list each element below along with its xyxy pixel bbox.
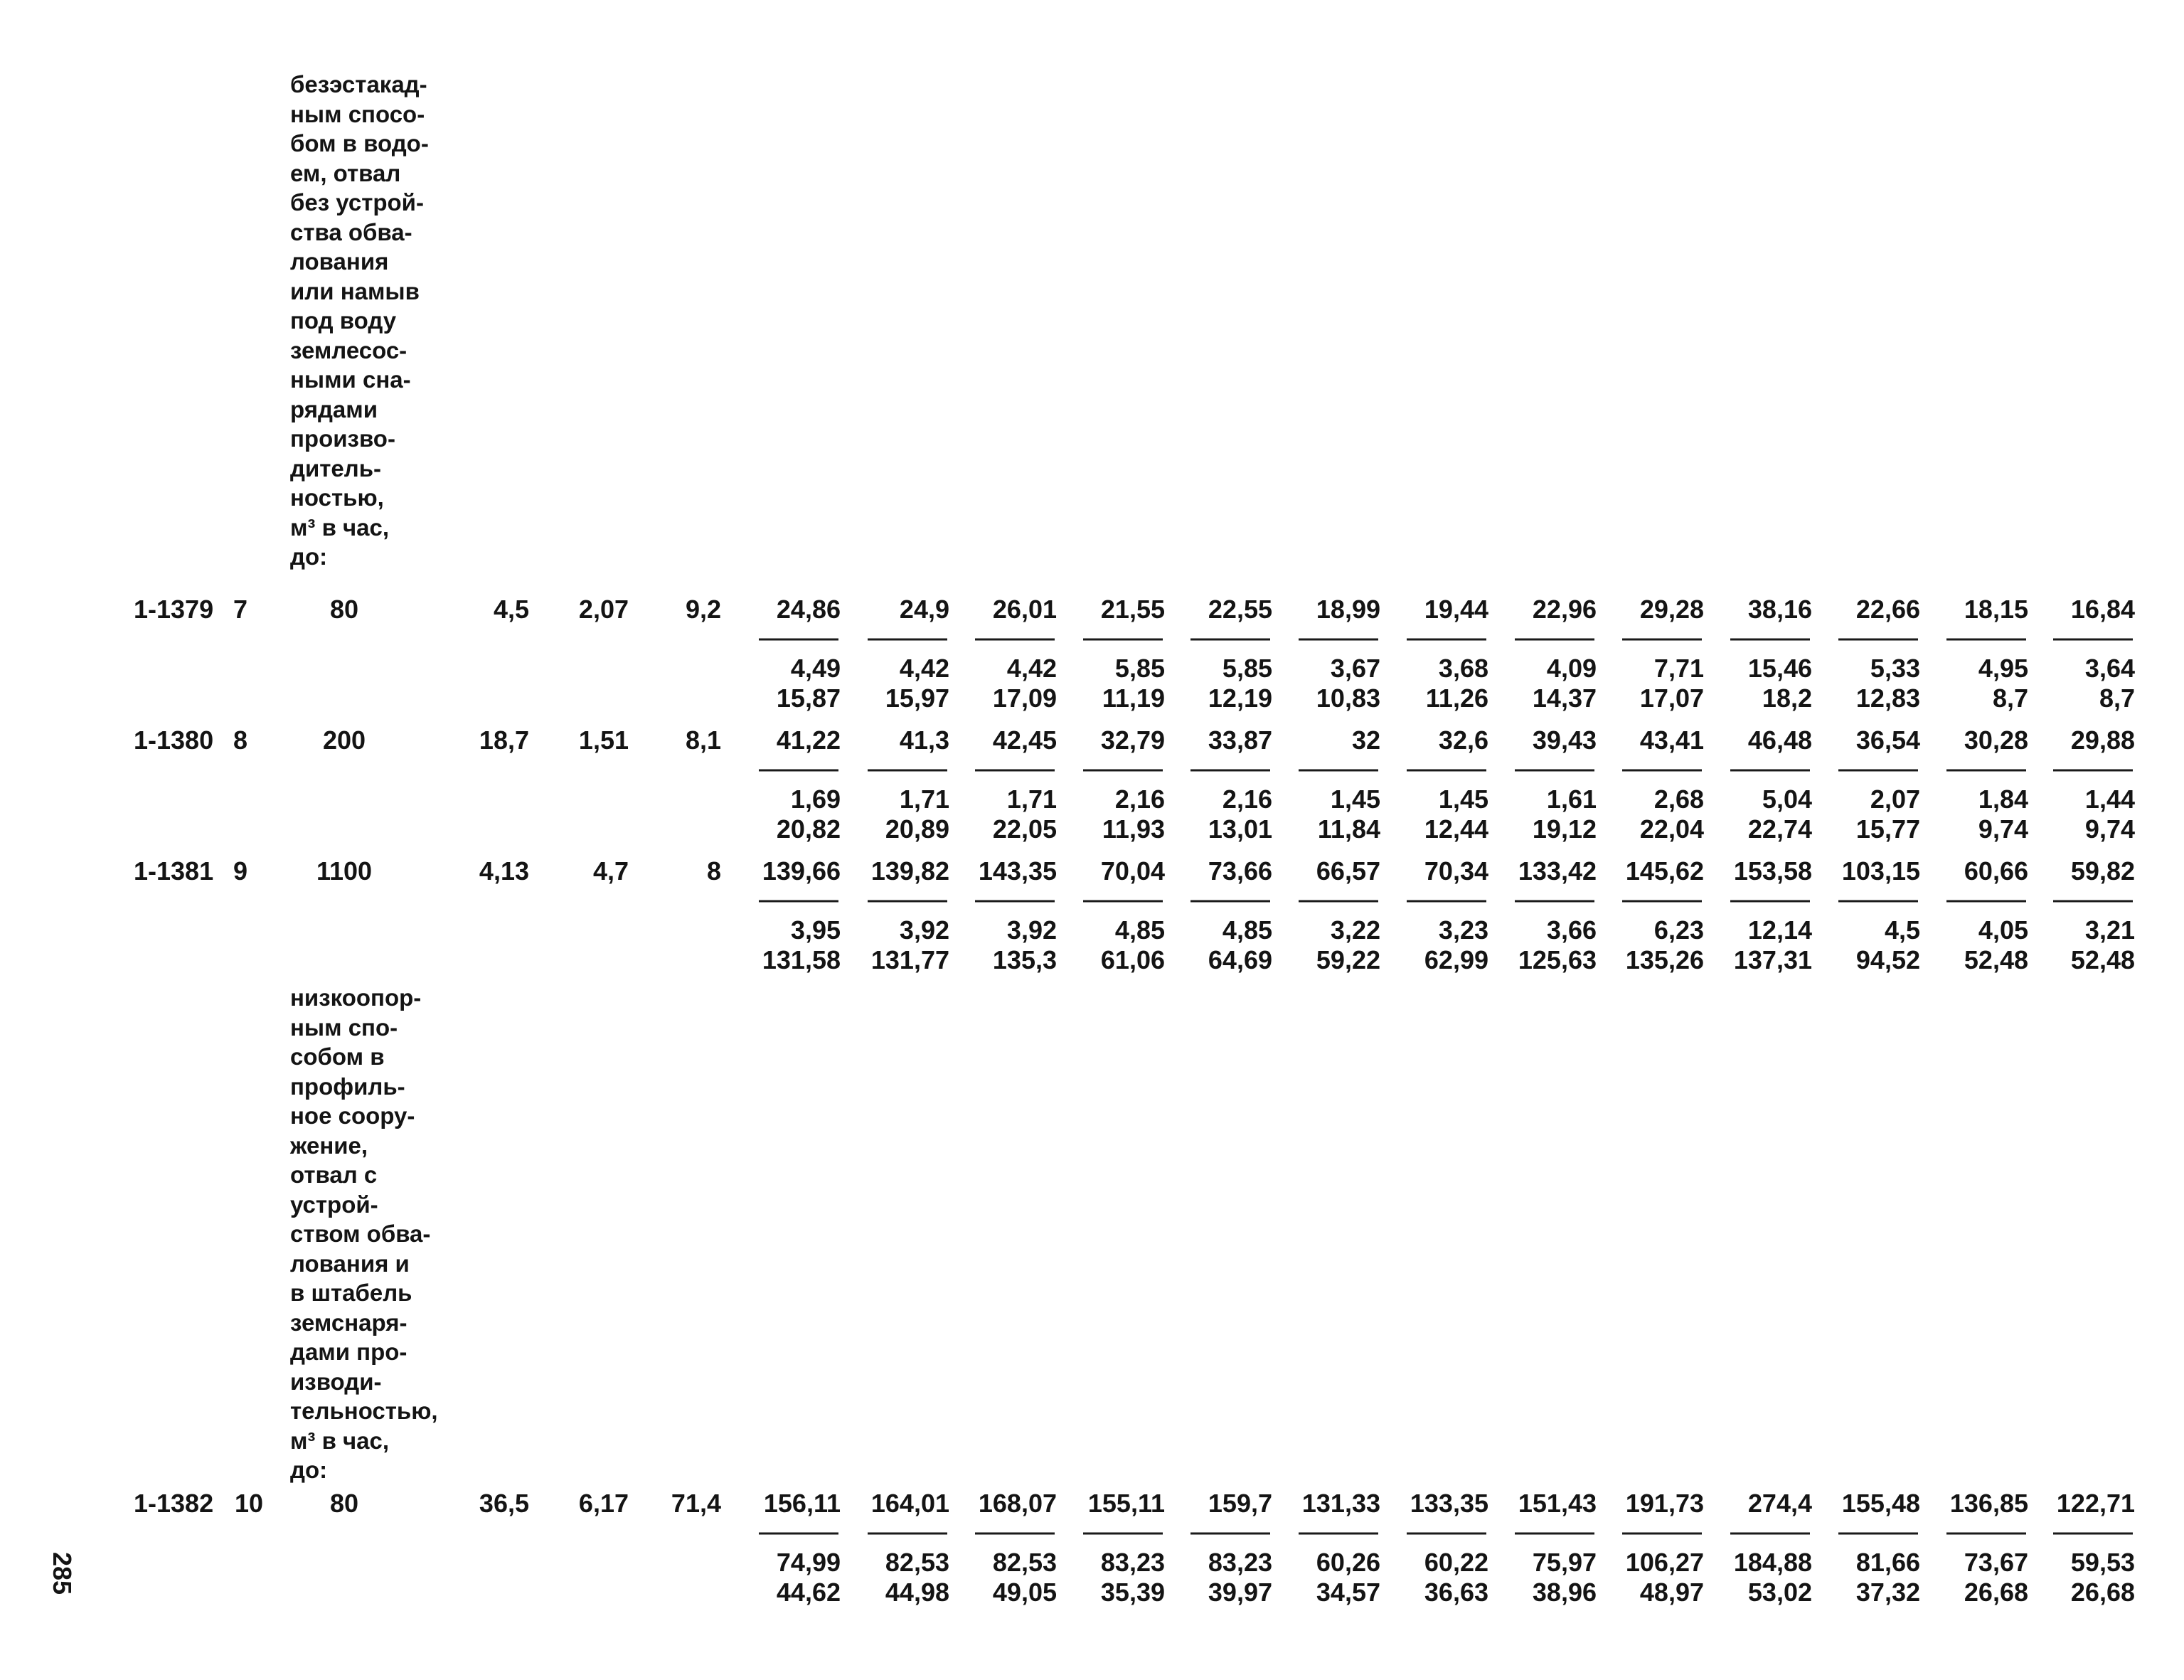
cost-value-materials: 12,44: [1424, 814, 1488, 844]
fraction-rule: [975, 770, 1055, 772]
cost-value-total: 22,96: [1532, 595, 1597, 624]
cost-value-total: 122,71: [2056, 1489, 2135, 1518]
fraction-rule: [1299, 900, 1378, 903]
section-a-line: м³ в час,: [290, 514, 390, 541]
row-capacity: 200: [322, 725, 366, 755]
fraction-rule: [1946, 770, 2026, 772]
fraction-rule: [1190, 900, 1270, 903]
cost-value-materials: 49,05: [992, 1578, 1057, 1607]
cost-value-total: 139,66: [762, 856, 841, 886]
cost-value-materials: 64,69: [1208, 945, 1272, 974]
cost-value-materials: 135,26: [1625, 945, 1704, 974]
cost-value-wages: 2,68: [1653, 785, 1704, 814]
cost-value-materials: 48,97: [1639, 1578, 1704, 1607]
cost-value-wages: 3,92: [1006, 915, 1057, 945]
cost-value-wages: 4,85: [1222, 915, 1272, 945]
fraction-rule: [1407, 770, 1486, 772]
section-b-line: в штабель: [290, 1280, 412, 1306]
cost-value-materials: 125,63: [1518, 945, 1597, 974]
fraction-rule: [975, 1533, 1055, 1535]
fraction-rule: [1946, 1533, 2026, 1535]
cost-value-wages: 5,85: [1222, 654, 1272, 683]
section-a-line: безэстакад-: [290, 71, 427, 97]
row-number: 9: [233, 856, 248, 886]
fraction-rule: [1299, 770, 1378, 772]
cost-value-total: 19,44: [1424, 595, 1488, 624]
row-param-2: 1,51: [578, 725, 629, 755]
row-code: 1-1379: [134, 595, 214, 624]
row-param-3: 9,2: [685, 595, 721, 624]
cost-value-materials: 9,74: [2084, 814, 2135, 844]
fraction-rule: [759, 900, 838, 903]
fraction-rule: [1622, 770, 1702, 772]
cost-value-wages: 1,45: [1330, 785, 1380, 814]
row-param-2: 2,07: [578, 595, 629, 624]
fraction-rule: [2053, 639, 2133, 641]
cost-value-wages: 2,16: [1222, 785, 1272, 814]
cost-value-total: 16,84: [2070, 595, 2135, 624]
cost-value-materials: 13,01: [1208, 814, 1272, 844]
section-b-line: ным спо-: [290, 1014, 398, 1041]
fraction-rule: [1299, 1533, 1378, 1535]
section-a-line: или намыв: [290, 277, 420, 304]
section-a-line: лования: [290, 248, 389, 275]
fraction-rule: [1083, 900, 1163, 903]
cost-value-wages: 5,85: [1114, 654, 1165, 683]
cost-value-total: 41,22: [776, 725, 841, 755]
cost-value-materials: 26,68: [2070, 1578, 2135, 1607]
section-a-line: до:: [290, 543, 328, 570]
cost-value-wages: 1,44: [2084, 785, 2135, 814]
cost-value-materials: 8,7: [2099, 684, 2135, 713]
row-param-1: 36,5: [479, 1489, 529, 1518]
fraction-rule: [1407, 1533, 1486, 1535]
fraction-rule: [1730, 639, 1810, 641]
cost-value-materials: 15,77: [1855, 814, 1920, 844]
section-b-line: ством обва-: [290, 1221, 431, 1247]
cost-value-materials: 35,39: [1100, 1578, 1165, 1607]
cost-value-total: 30,28: [1964, 725, 2028, 755]
cost-value-total: 145,62: [1625, 856, 1704, 886]
row-code: 1-1380: [134, 725, 214, 755]
section-a-description: [290, 70, 475, 572]
cost-value-wages: 1,45: [1438, 785, 1488, 814]
cost-value-materials: 18,2: [1762, 684, 1812, 713]
row-param-3: 8,1: [685, 725, 721, 755]
fraction-rule: [759, 770, 838, 772]
cost-value-wages: 1,71: [1006, 785, 1057, 814]
section-b-line: низкоопор-: [290, 984, 422, 1011]
cost-value-wages: 4,49: [790, 654, 841, 683]
section-b-line: дами про-: [290, 1339, 407, 1365]
cost-value-materials: 34,57: [1316, 1578, 1380, 1607]
cost-value-total: 164,01: [870, 1489, 949, 1518]
cost-value-materials: 39,97: [1208, 1578, 1272, 1607]
cost-value-total: 24,86: [776, 595, 841, 624]
cost-value-wages: 184,88: [1733, 1548, 1812, 1577]
cost-value-wages: 73,67: [1964, 1548, 2028, 1577]
row-number: 10: [235, 1489, 264, 1518]
row-code: 1-1382: [134, 1489, 214, 1518]
section-b-line: профиль-: [290, 1073, 405, 1100]
fraction-rule: [1730, 1533, 1810, 1535]
cost-value-wages: 4,05: [1978, 915, 2028, 945]
section-b-line: м³ в час,: [290, 1427, 390, 1454]
section-b-description: [290, 983, 475, 1485]
cost-value-wages: 15,46: [1747, 654, 1812, 683]
cost-value-wages: 3,66: [1546, 915, 1597, 945]
section-a-line: ными сна-: [290, 366, 411, 393]
fraction-rule: [1299, 639, 1378, 641]
cost-value-wages: 3,67: [1330, 654, 1380, 683]
cost-value-wages: 81,66: [1855, 1548, 1920, 1577]
cost-value-materials: 44,98: [885, 1578, 949, 1607]
cost-value-wages: 1,69: [790, 785, 841, 814]
fraction-rule: [1190, 639, 1270, 641]
fraction-rule: [1515, 639, 1594, 641]
cost-value-total: 42,45: [992, 725, 1057, 755]
cost-value-wages: 4,09: [1546, 654, 1597, 683]
cost-value-total: 168,07: [978, 1489, 1057, 1518]
row-param-1: 4,13: [479, 856, 529, 886]
cost-value-total: 73,66: [1208, 856, 1272, 886]
cost-value-wages: 3,95: [790, 915, 841, 945]
cost-value-total: 38,16: [1747, 595, 1812, 624]
row-capacity: 80: [329, 1489, 359, 1518]
section-a-line: бом в водо-: [290, 130, 429, 156]
cost-value-wages: 83,23: [1208, 1548, 1272, 1577]
cost-value-wages: 4,85: [1114, 915, 1165, 945]
cost-value-total: 155,11: [1087, 1489, 1165, 1518]
fraction-rule: [1946, 639, 2026, 641]
cost-value-materials: 17,07: [1639, 684, 1704, 713]
cost-value-total: 24,9: [899, 595, 949, 624]
fraction-rule: [1515, 900, 1594, 903]
fraction-rule: [1730, 900, 1810, 903]
cost-value-wages: 2,07: [1870, 785, 1920, 814]
cost-value-materials: 26,68: [1964, 1578, 2028, 1607]
cost-value-wages: 59,53: [2070, 1548, 2135, 1577]
cost-value-total: 39,43: [1532, 725, 1597, 755]
fraction-rule: [1622, 1533, 1702, 1535]
section-a-line: под воду: [290, 307, 397, 334]
cost-value-wages: 3,21: [2084, 915, 2135, 945]
cost-value-materials: 135,3: [992, 945, 1057, 974]
section-a-line: ным спосо-: [290, 100, 425, 127]
fraction-rule: [868, 900, 947, 903]
fraction-rule: [1838, 900, 1918, 903]
cost-value-total: 26,01: [992, 595, 1057, 624]
cost-value-total: 22,55: [1208, 595, 1272, 624]
cost-value-wages: 4,5: [1884, 915, 1920, 945]
fraction-rule: [1515, 1533, 1594, 1535]
row-capacity: 1100: [316, 856, 373, 886]
cost-value-wages: 7,71: [1653, 654, 1704, 683]
cost-value-wages: 2,16: [1114, 785, 1165, 814]
cost-value-total: 18,99: [1316, 595, 1380, 624]
cost-value-total: 22,66: [1855, 595, 1920, 624]
cost-value-materials: 11,84: [1317, 814, 1380, 844]
row-param-3: 71,4: [671, 1489, 721, 1518]
cost-value-wages: 4,95: [1978, 654, 2028, 683]
cost-value-total: 29,28: [1639, 595, 1704, 624]
cost-value-materials: 137,31: [1733, 945, 1812, 974]
row-code: 1-1381: [134, 856, 214, 886]
cost-value-wages: 4,42: [899, 654, 949, 683]
cost-value-materials: 11,19: [1102, 684, 1165, 713]
section-b-line: изводи-: [290, 1368, 382, 1395]
cost-value-wages: 74,99: [776, 1548, 841, 1577]
cost-value-total: 21,55: [1100, 595, 1165, 624]
cost-value-materials: 44,62: [776, 1578, 841, 1607]
cost-value-materials: 12,83: [1855, 684, 1920, 713]
section-a-line: ностью,: [290, 484, 384, 511]
cost-value-total: 103,15: [1841, 856, 1920, 886]
cost-value-materials: 61,06: [1100, 945, 1165, 974]
cost-value-materials: 9,74: [1978, 814, 2028, 844]
fraction-rule: [1190, 770, 1270, 772]
cost-value-total: 139,82: [870, 856, 949, 886]
cost-value-materials: 131,77: [870, 945, 949, 974]
cost-value-materials: 20,89: [885, 814, 949, 844]
cost-value-wages: 3,23: [1438, 915, 1488, 945]
fraction-rule: [1622, 639, 1702, 641]
cost-value-materials: 22,05: [992, 814, 1057, 844]
fraction-rule: [1515, 770, 1594, 772]
cost-value-total: 59,82: [2070, 856, 2135, 886]
section-b-line: отвал с: [290, 1161, 378, 1188]
cost-value-materials: 52,48: [1964, 945, 2028, 974]
cost-value-wages: 3,68: [1438, 654, 1488, 683]
cost-value-materials: 14,37: [1532, 684, 1597, 713]
cost-value-materials: 22,74: [1747, 814, 1812, 844]
fraction-rule: [1730, 770, 1810, 772]
section-a-line: ем, отвал: [290, 159, 401, 186]
section-a-line: без устрой-: [290, 189, 424, 216]
cost-value-materials: 36,63: [1424, 1578, 1488, 1607]
cost-value-materials: 53,02: [1747, 1578, 1812, 1607]
row-number: 8: [233, 725, 248, 755]
fraction-rule: [2053, 900, 2133, 903]
section-b-line: лования и: [290, 1250, 410, 1277]
fraction-rule: [1838, 1533, 1918, 1535]
row-param-2: 6,17: [578, 1489, 629, 1518]
cost-value-wages: 6,23: [1653, 915, 1704, 945]
cost-value-materials: 62,99: [1424, 945, 1488, 974]
cost-value-materials: 15,97: [885, 684, 949, 713]
cost-value-materials: 12,19: [1208, 684, 1272, 713]
cost-value-materials: 17,09: [992, 684, 1057, 713]
section-b-line: собом в: [290, 1043, 385, 1070]
cost-value-materials: 19,12: [1532, 814, 1597, 844]
fraction-rule: [759, 639, 838, 641]
fraction-rule: [975, 639, 1055, 641]
cost-value-materials: 37,32: [1855, 1578, 1920, 1607]
cost-value-materials: 52,48: [2070, 945, 2135, 974]
fraction-rule: [975, 900, 1055, 903]
cost-value-wages: 75,97: [1532, 1548, 1597, 1577]
cost-value-wages: 60,26: [1316, 1548, 1380, 1577]
cost-value-total: 32,6: [1438, 725, 1488, 755]
cost-value-wages: 3,64: [2084, 654, 2135, 683]
cost-value-total: 41,3: [899, 725, 949, 755]
fraction-rule: [868, 639, 947, 641]
cost-value-materials: 20,82: [776, 814, 841, 844]
cost-value-total: 70,04: [1100, 856, 1165, 886]
section-b-line: устрой-: [290, 1191, 378, 1218]
fraction-rule: [2053, 770, 2133, 772]
fraction-rule: [1407, 900, 1486, 903]
cost-value-materials: 38,96: [1532, 1578, 1597, 1607]
section-b-line: земснаря-: [290, 1309, 407, 1336]
fraction-rule: [1622, 900, 1702, 903]
cost-value-wages: 106,27: [1625, 1548, 1704, 1577]
row-number: 7: [233, 595, 248, 624]
cost-value-wages: 3,92: [899, 915, 949, 945]
page-number: 285: [48, 1552, 77, 1595]
fraction-rule: [868, 1533, 947, 1535]
section-a-line: дитель-: [290, 454, 381, 482]
cost-value-total: 70,34: [1424, 856, 1488, 886]
cost-value-wages: 5,33: [1870, 654, 1920, 683]
cost-value-total: 36,54: [1855, 725, 1920, 755]
cost-value-total: 159,7: [1208, 1489, 1272, 1518]
cost-value-total: 151,43: [1518, 1489, 1597, 1518]
section-a-line: рядами: [290, 395, 378, 422]
fraction-rule: [1838, 639, 1918, 641]
section-b-line: тельностью,: [290, 1398, 438, 1424]
row-param-2: 4,7: [592, 856, 629, 886]
cost-value-total: 136,85: [1949, 1489, 2028, 1518]
section-a-line: произво-: [290, 425, 395, 452]
cost-value-total: 66,57: [1316, 856, 1380, 886]
section-b-line: ное соору-: [290, 1102, 415, 1129]
row-capacity: 80: [329, 595, 359, 624]
cost-value-total: 131,33: [1301, 1489, 1380, 1518]
fraction-rule: [2053, 1533, 2133, 1535]
cost-value-wages: 1,71: [899, 785, 949, 814]
fraction-rule: [759, 1533, 838, 1535]
cost-value-wages: 5,04: [1762, 785, 1812, 814]
section-b-line: до:: [290, 1457, 328, 1483]
row-param-1: 18,7: [479, 725, 529, 755]
section-a-line: землесос-: [290, 336, 407, 363]
cost-value-materials: 94,52: [1855, 945, 1920, 974]
cost-value-materials: 10,83: [1316, 684, 1380, 713]
cost-value-materials: 59,22: [1316, 945, 1380, 974]
cost-value-materials: 15,87: [776, 684, 841, 713]
cost-value-wages: 3,22: [1330, 915, 1380, 945]
row-param-1: 4,5: [493, 595, 529, 624]
cost-value-total: 43,41: [1639, 725, 1704, 755]
cost-value-total: 155,48: [1841, 1489, 1920, 1518]
fraction-rule: [1190, 1533, 1270, 1535]
cost-value-total: 153,58: [1733, 856, 1812, 886]
cost-value-materials: 131,58: [762, 945, 841, 974]
fraction-rule: [1083, 770, 1163, 772]
cost-value-total: 143,35: [978, 856, 1057, 886]
cost-value-wages: 82,53: [992, 1548, 1057, 1577]
cost-value-total: 18,15: [1964, 595, 2028, 624]
row-param-3: 8: [706, 856, 721, 886]
cost-value-total: 29,88: [2070, 725, 2135, 755]
cost-value-materials: 22,04: [1639, 814, 1704, 844]
cost-value-wages: 1,61: [1546, 785, 1597, 814]
cost-value-materials: 11,93: [1102, 814, 1165, 844]
fraction-rule: [868, 770, 947, 772]
cost-value-materials: 11,26: [1425, 684, 1488, 713]
cost-value-wages: 82,53: [885, 1548, 949, 1577]
fraction-rule: [1407, 639, 1486, 641]
cost-value-total: 33,87: [1208, 725, 1272, 755]
cost-value-total: 156,11: [763, 1489, 841, 1518]
section-b-line: жение,: [290, 1132, 368, 1159]
cost-value-wages: 1,84: [1978, 785, 2028, 814]
cost-value-wages: 4,42: [1006, 654, 1057, 683]
cost-value-total: 46,48: [1747, 725, 1812, 755]
cost-value-total: 32: [1351, 725, 1380, 755]
cost-value-total: 191,73: [1625, 1489, 1704, 1518]
cost-value-wages: 12,14: [1747, 915, 1812, 945]
cost-value-total: 60,66: [1964, 856, 2028, 886]
cost-value-wages: 60,22: [1424, 1548, 1488, 1577]
fraction-rule: [1083, 639, 1163, 641]
fraction-rule: [1946, 900, 2026, 903]
cost-value-total: 133,42: [1518, 856, 1597, 886]
section-a-line: ства обва-: [290, 218, 412, 245]
cost-value-materials: 8,7: [1992, 684, 2028, 713]
fraction-rule: [1838, 770, 1918, 772]
cost-value-wages: 83,23: [1100, 1548, 1165, 1577]
fraction-rule: [1083, 1533, 1163, 1535]
cost-value-total: 133,35: [1410, 1489, 1488, 1518]
cost-value-total: 274,4: [1747, 1489, 1812, 1518]
cost-value-total: 32,79: [1100, 725, 1165, 755]
